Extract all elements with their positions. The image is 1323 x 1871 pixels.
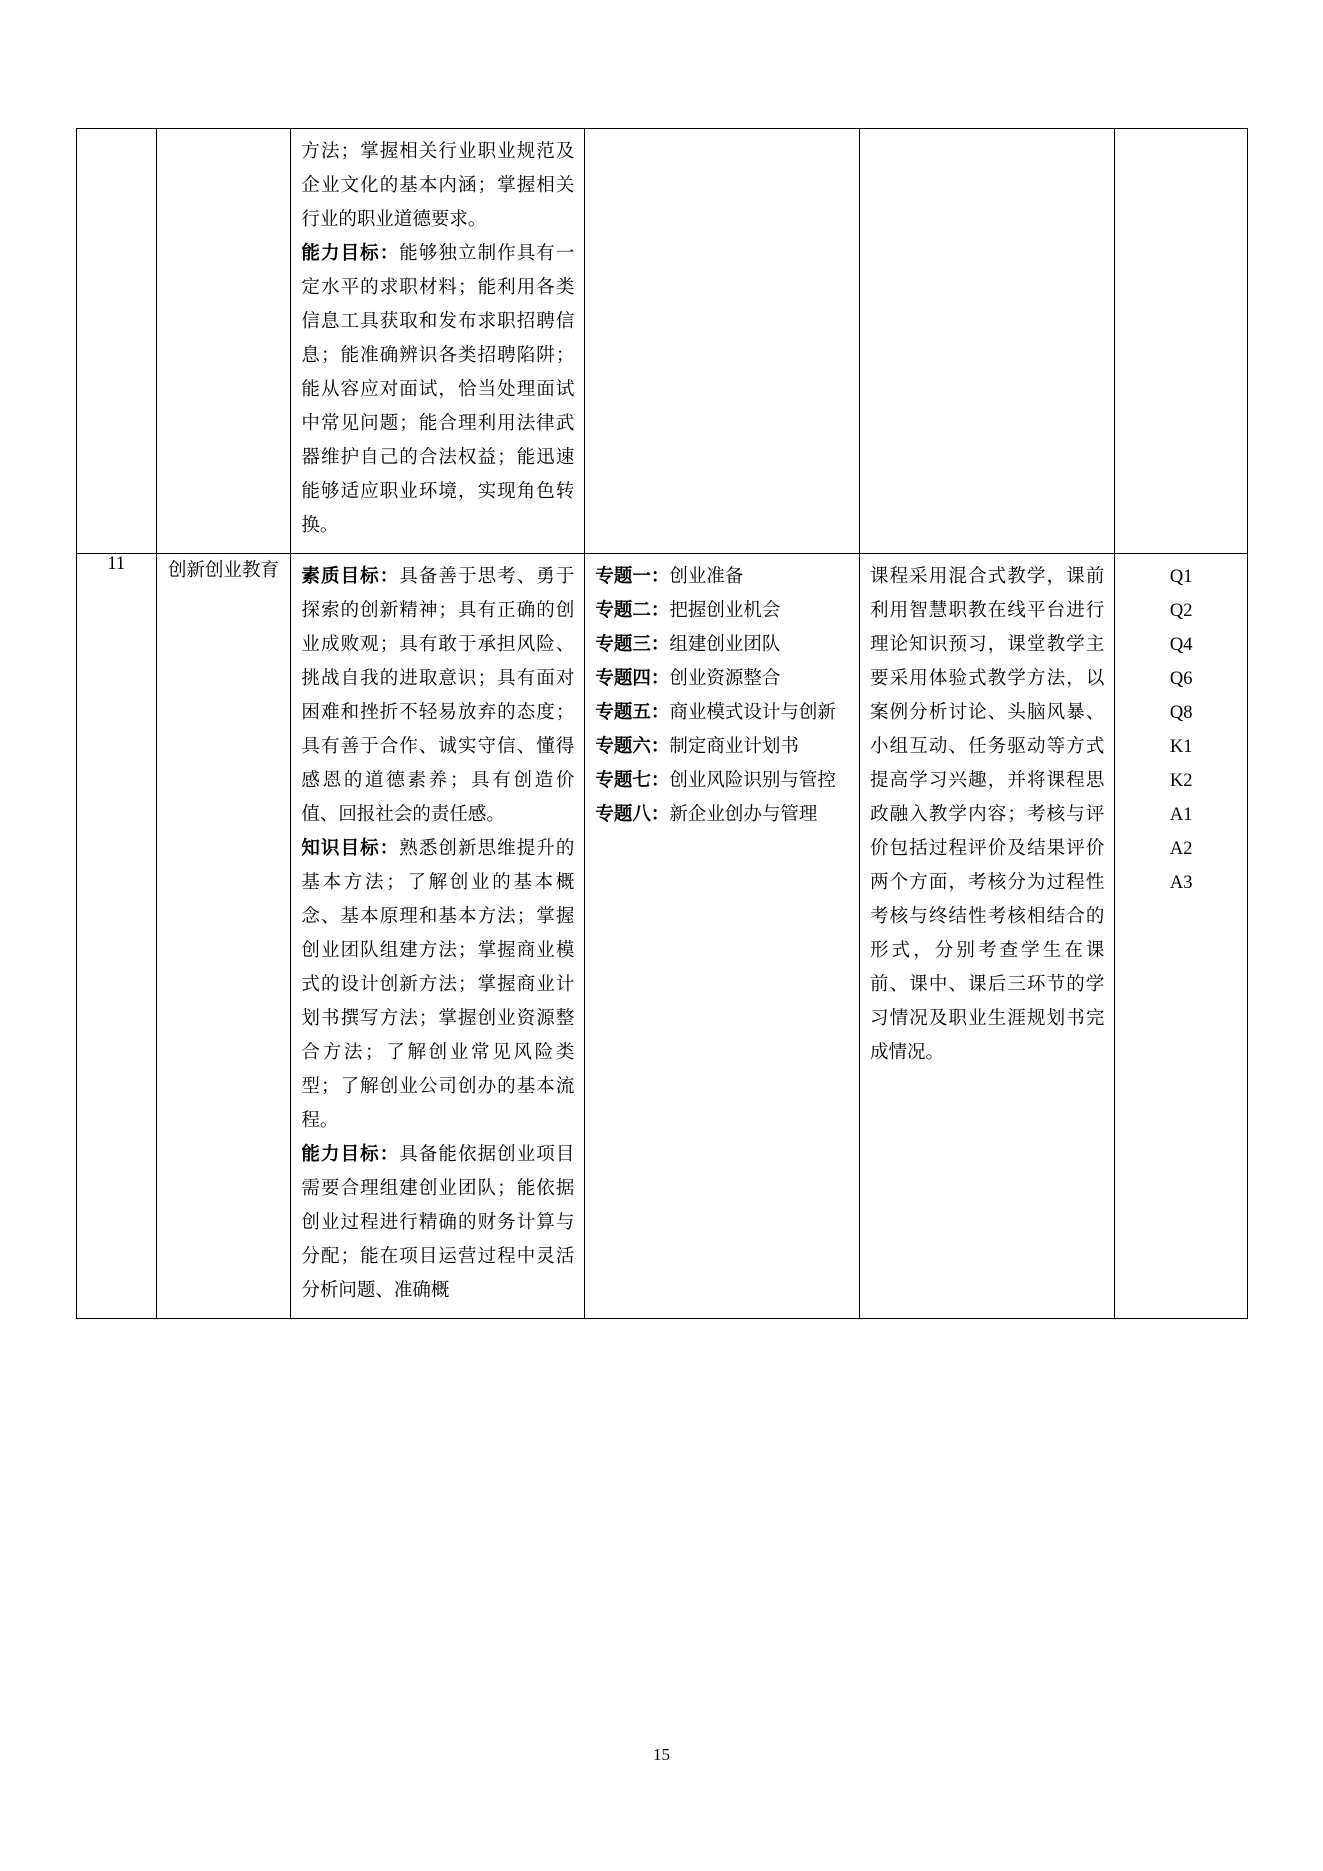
goal-label: 能力目标： — [301, 1145, 400, 1165]
teaching-method-cell — [860, 129, 1115, 554]
ability-code: Q1 — [1169, 567, 1193, 587]
list-item — [595, 798, 849, 832]
list-item — [595, 560, 849, 594]
topic-label: 专题四： — [595, 669, 670, 689]
goal-label: 能力目标： — [301, 244, 400, 264]
list-item — [595, 628, 849, 662]
ability-code: Q6 — [1169, 669, 1193, 689]
course-name: 创新创业教育 — [167, 561, 279, 581]
goal-paragraph — [301, 135, 574, 237]
ability-code: Q8 — [1169, 703, 1193, 723]
topic-text: 创业资源整合 — [669, 669, 781, 689]
goal-text: 能够独立制作具有一定水平的求职材料；能利用各类信息工具获取和发布求职招聘信息；能准确辨识各类招聘陷阱；能从容应对面试，恰当处理面试中常见问题；能合理利用法律武器维护自己的合法权益；能迅速能够适应职业环境，实现角色转换。 — [301, 244, 575, 536]
course-name-cell — [156, 129, 291, 554]
ability-code: A1 — [1169, 805, 1193, 825]
topic-text: 创业准备 — [669, 567, 744, 587]
goal-paragraph — [301, 560, 574, 832]
list-item — [595, 594, 849, 628]
teaching-method-cell — [860, 554, 1115, 1319]
topic-text: 创业风险识别与管控 — [669, 771, 836, 791]
ability-code: A2 — [1169, 839, 1193, 859]
ability-code: K1 — [1169, 737, 1193, 757]
topic-label: 专题八： — [595, 805, 670, 825]
table-row — [77, 554, 1248, 1319]
ability-code-cell — [1115, 129, 1248, 554]
topic-label: 专题六： — [595, 737, 670, 757]
topic-list — [585, 129, 859, 145]
list-item — [595, 730, 849, 764]
topic-label: 专题七： — [595, 771, 670, 791]
goal-paragraph — [301, 832, 574, 1138]
topic-label: 专题三： — [595, 635, 670, 655]
teaching-method-text — [860, 129, 1114, 145]
goal-paragraph — [301, 1138, 574, 1308]
ability-code: Q2 — [1169, 601, 1193, 621]
topic-label: 专题二： — [595, 601, 670, 621]
ability-code-list — [1115, 129, 1247, 145]
topic-text: 组建创业团队 — [669, 635, 781, 655]
course-goals-cell — [291, 554, 585, 1319]
topic-label: 专题一： — [595, 567, 670, 587]
goal-text: 具备善于思考、勇于探索的创新精神；具有正确的创业成败观；具有敢于承担风险、挑战自我的进取意识；具有面对困难和挫折不轻易放弃的态度；具有善于合作、诚实守信、懂得感恩的道德素养；具有创造价值、回报社会的责任感。 — [301, 567, 575, 825]
goal-text: 具备能依据创业项目需要合理组建创业团队；能依据创业过程进行精确的财务计算与分配；能在项目运营过程中灵活分析问题、准确概 — [301, 1145, 575, 1301]
goal-label: 知识目标： — [301, 839, 400, 859]
goal-label: 素质目标： — [301, 567, 400, 587]
course-name-cell — [156, 554, 291, 1319]
curriculum-table — [76, 128, 1248, 1319]
list-item — [595, 662, 849, 696]
teaching-method-text: 课程采用混合式教学，课前利用智慧职教在线平台进行理论知识预习，课堂教学主要采用体验式教学方法，以案例分析讨论、头脑风暴、小组互动、任务驱动等方式提高学习兴趣，并将课程思政融入教学内容；考核与评价包括过程评价及结果评价两个方面，考核分为过程性考核与终结性考核相结合的形式，分别考查学生在课前、课中、课后三环节的学习情况及职业生涯规划书完成情况。 — [870, 567, 1105, 1063]
topic-text: 把握创业机会 — [669, 601, 781, 621]
goal-paragraph — [301, 237, 574, 543]
row-number-cell — [77, 554, 157, 1319]
topic-label: 专题五： — [595, 703, 670, 723]
topic-text: 新企业创办与管理 — [669, 805, 818, 825]
list-item — [595, 696, 849, 730]
course-goals-cell — [291, 129, 585, 554]
ability-code: K2 — [1169, 771, 1193, 791]
ability-code: A3 — [1169, 873, 1193, 893]
list-item — [595, 764, 849, 798]
ability-code-cell — [1115, 554, 1248, 1319]
topic-text: 商业模式设计与创新 — [669, 703, 836, 723]
goal-text: 熟悉创新思维提升的基本方法；了解创业的基本概念、基本原理和基本方法；掌握创业团队组建方法；掌握商业模式的设计创新方法；掌握商业计划书撰写方法；掌握创业资源整合方法；了解创业常见风险类型；了解创业公司创办的基本流程。 — [301, 839, 575, 1131]
topic-text: 制定商业计划书 — [669, 737, 799, 757]
topic-list — [585, 554, 859, 842]
row-number-cell — [77, 129, 157, 554]
ability-code: Q4 — [1169, 635, 1193, 655]
table-row — [77, 129, 1248, 554]
ability-code-list — [1115, 554, 1247, 910]
goal-text: 方法；掌握相关行业职业规范及企业文化的基本内涵；掌握相关行业的职业道德要求。 — [301, 142, 575, 230]
course-topics-cell — [585, 129, 860, 554]
page-number: 15 — [653, 1745, 670, 1764]
course-topics-cell — [585, 554, 860, 1319]
row-number: 11 — [107, 554, 126, 574]
